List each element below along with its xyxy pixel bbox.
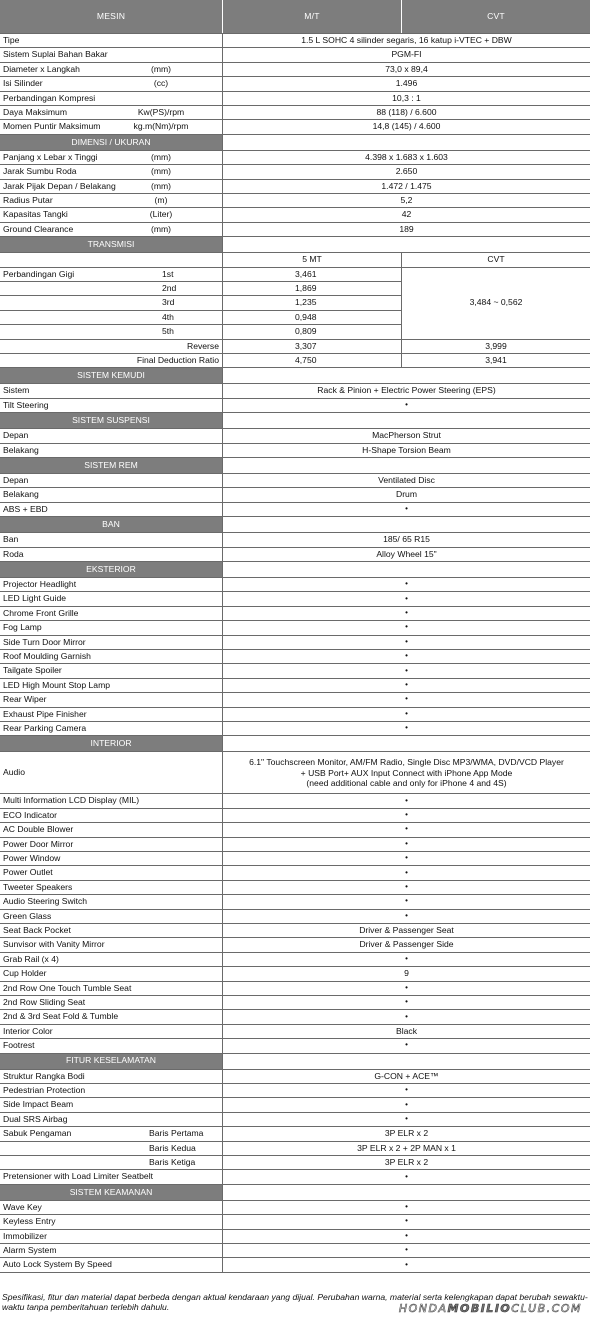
interior-label: Seat Back Pocket xyxy=(3,924,71,935)
interior-row xyxy=(0,794,590,808)
engine-row xyxy=(0,77,590,91)
interior-value: • xyxy=(222,809,590,822)
interior-section-title: INTERIOR xyxy=(0,736,222,751)
gear-cvt-range: 3,484 ~ 0,562 xyxy=(401,268,590,340)
engine-row xyxy=(0,120,590,134)
steering-section-title: SISTEM KEMUDI xyxy=(0,368,222,383)
gear-mt-value: 1,235 xyxy=(222,296,401,309)
dimensions-label: Ground Clearance xyxy=(3,223,74,234)
watermark-text-post: CLUB.COM xyxy=(511,1302,582,1315)
tires-section-blank xyxy=(222,517,590,532)
final-ratio-row xyxy=(0,354,590,368)
security-label: Keyless Entry xyxy=(3,1216,56,1227)
exterior-value: • xyxy=(222,607,590,620)
brakes-label: ABS + EBD xyxy=(3,503,48,514)
gear-mt-value: 0,809 xyxy=(222,325,401,338)
security-row xyxy=(0,1258,590,1272)
header-cvt: CVT xyxy=(401,0,590,33)
suspension-label: Depan xyxy=(3,430,29,441)
gear-row xyxy=(0,296,401,310)
gear-row xyxy=(0,282,401,296)
seatbelt-row xyxy=(0,1127,590,1141)
interior-value: • xyxy=(222,996,590,1009)
security-section-header xyxy=(0,1185,590,1201)
dimensions-section-header xyxy=(0,135,590,151)
dimensions-label: Panjang x Lebar x Tinggi xyxy=(3,151,98,162)
audio-value xyxy=(222,752,590,793)
interior-value: • xyxy=(222,823,590,836)
watermark-text-pre: HONDA xyxy=(398,1302,448,1315)
transmission-blank xyxy=(0,253,222,266)
dimensions-row xyxy=(0,165,590,179)
steering-label: Sistem xyxy=(3,385,30,396)
table-header xyxy=(0,0,590,34)
dimensions-row xyxy=(0,180,590,194)
interior-value: • xyxy=(222,794,590,807)
final-ratio-row-mt: 4,750 xyxy=(222,354,401,367)
security-value: • xyxy=(222,1244,590,1257)
suspension-value: H-Shape Torsion Beam xyxy=(222,444,590,457)
transmission-subheader xyxy=(0,253,590,267)
gear-mt-value: 1,869 xyxy=(222,282,401,295)
interior-label: Interior Color xyxy=(3,1025,53,1036)
interior-value: • xyxy=(222,953,590,966)
exterior-label: Exhaust Pipe Finisher xyxy=(3,708,87,719)
audio-row xyxy=(0,752,590,794)
tires-row xyxy=(0,533,590,547)
engine-unit: (mm) xyxy=(150,63,172,74)
security-value: • xyxy=(222,1215,590,1228)
exterior-value: • xyxy=(222,592,590,605)
interior-label: Footrest xyxy=(3,1040,35,1051)
seatbelt-label: Sabuk Pengaman xyxy=(3,1128,72,1139)
exterior-row xyxy=(0,679,590,693)
exterior-label: Chrome Front Grille xyxy=(3,607,79,618)
interior-value: • xyxy=(222,1039,590,1052)
brakes-value: • xyxy=(222,503,590,516)
interior-value: • xyxy=(222,910,590,923)
engine-value: 1.5 L SOHC 4 silinder segaris, 16 katup i-VTEC + DBW xyxy=(222,34,590,47)
safety-value: • xyxy=(222,1098,590,1111)
security-value: • xyxy=(222,1201,590,1214)
tires-row xyxy=(0,548,590,562)
engine-label: Daya Maksimum xyxy=(3,106,67,117)
exterior-value: • xyxy=(222,708,590,721)
interior-section-header xyxy=(0,736,590,752)
exterior-row xyxy=(0,708,590,722)
seatbelt-value: 3P ELR x 2 xyxy=(222,1127,590,1140)
dimensions-label: Radius Putar xyxy=(3,194,53,205)
audio-value-line: 6.1" Touchscreen Monitor, AM/FM Radio, Single Disc MP3/WMA, DVD/VCD Player xyxy=(249,757,564,768)
exterior-section-header xyxy=(0,562,590,578)
gear-name: 3rd xyxy=(162,297,175,308)
interior-row xyxy=(0,967,590,981)
engine-label: Sistem Suplai Bahan Bakar xyxy=(3,49,108,60)
interior-row xyxy=(0,982,590,996)
interior-value: • xyxy=(222,895,590,908)
engine-unit xyxy=(100,48,222,61)
dimensions-unit: (mm) xyxy=(150,223,172,234)
exterior-value: • xyxy=(222,722,590,735)
interior-row xyxy=(0,809,590,823)
interior-row xyxy=(0,895,590,909)
security-row xyxy=(0,1230,590,1244)
interior-row xyxy=(0,881,590,895)
exterior-label: Projector Headlight xyxy=(3,578,77,589)
engine-label: Tipe xyxy=(3,34,20,45)
interior-value: • xyxy=(222,852,590,865)
exterior-row xyxy=(0,722,590,736)
engine-label: Momen Puntir Maksimum xyxy=(3,121,101,132)
suspension-section-header xyxy=(0,413,590,429)
dimensions-unit: (mm) xyxy=(150,166,172,177)
gear-name: 1st xyxy=(162,268,174,279)
interior-value: • xyxy=(222,881,590,894)
safety-value: • xyxy=(222,1113,590,1126)
dimensions-label: Kapasitas Tangki xyxy=(3,209,68,220)
safety-row xyxy=(0,1113,590,1127)
audio-value-line: (need additional cable and only for iPhone 4 and 4S) xyxy=(306,778,507,789)
dimensions-unit: (mm) xyxy=(150,180,172,191)
safety-section-blank xyxy=(222,1054,590,1069)
tires-label: Roda xyxy=(3,548,24,559)
interior-label: Power Door Mirror xyxy=(3,838,74,849)
dimensions-value: 1.472 / 1.475 xyxy=(222,180,590,193)
suspension-label: Belakang xyxy=(3,444,39,455)
exterior-label: LED Light Guide xyxy=(3,593,67,604)
dimensions-unit: (Liter) xyxy=(149,209,173,220)
seatbelt-value: 3P ELR x 2 xyxy=(222,1156,590,1169)
exterior-section-blank xyxy=(222,562,590,577)
safety-value: • xyxy=(222,1084,590,1097)
interior-value: • xyxy=(222,866,590,879)
exterior-value: • xyxy=(222,664,590,677)
seatbelt-row-name: Baris Ketiga xyxy=(149,1156,196,1167)
exterior-row xyxy=(0,621,590,635)
dimensions-label: Jarak Pijak Depan / Belakang xyxy=(3,180,116,191)
dimensions-section-title: DIMENSI / UKURAN xyxy=(0,135,222,150)
interior-row xyxy=(0,1010,590,1024)
gear-row xyxy=(0,268,401,282)
engine-value: PGM-FI xyxy=(222,48,590,61)
suspension-section-title: SISTEM SUSPENSI xyxy=(0,413,222,428)
interior-row xyxy=(0,1025,590,1039)
interior-label: Grab Rail (x 4) xyxy=(3,953,59,964)
gear-name: 5th xyxy=(162,326,174,337)
engine-value: 14,8 (145) / 4.600 xyxy=(222,120,590,133)
dimensions-value: 2.650 xyxy=(222,165,590,178)
header-mt: M/T xyxy=(222,0,401,33)
reverse-row-mt: 3,307 xyxy=(222,340,401,353)
interior-label: ECO Indicator xyxy=(3,809,57,820)
security-row xyxy=(0,1215,590,1229)
safety-section-header xyxy=(0,1054,590,1070)
engine-row xyxy=(0,34,590,48)
exterior-value: • xyxy=(222,578,590,591)
safety-label: Dual SRS Airbag xyxy=(3,1113,68,1124)
interior-label: AC Double Blower xyxy=(3,824,74,835)
exterior-label: Tailgate Spoiler xyxy=(3,665,62,676)
security-label: Alarm System xyxy=(3,1244,57,1255)
exterior-row xyxy=(0,592,590,606)
tires-value: Alloy Wheel 15" xyxy=(222,548,590,561)
interior-section-blank xyxy=(222,736,590,751)
exterior-section-title: EKSTERIOR xyxy=(0,562,222,577)
exterior-label: Rear Parking Camera xyxy=(3,722,87,733)
exterior-row xyxy=(0,636,590,650)
interior-row xyxy=(0,1039,590,1053)
watermark-text-mid: MOBILIO xyxy=(447,1302,512,1315)
exterior-label: LED High Mount Stop Lamp xyxy=(3,679,111,690)
interior-row xyxy=(0,924,590,938)
security-value: • xyxy=(222,1258,590,1271)
interior-value: Driver & Passenger Seat xyxy=(222,924,590,937)
interior-label: 2nd Row Sliding Seat xyxy=(3,996,86,1007)
engine-value: 10,3 : 1 xyxy=(222,92,590,105)
interior-row xyxy=(0,953,590,967)
steering-section-header xyxy=(0,368,590,384)
interior-row xyxy=(0,838,590,852)
final-ratio-row-cvt: 3,941 xyxy=(401,354,590,367)
dimensions-row xyxy=(0,151,590,165)
transmission-section-title: TRANSMISI xyxy=(0,237,222,252)
interior-value: Driver & Passenger Side xyxy=(222,938,590,951)
interior-row xyxy=(0,910,590,924)
interior-label: Multi Information LCD Display (MIL) xyxy=(3,795,140,806)
interior-label: Power Outlet xyxy=(3,867,53,878)
safety-section-title: FITUR KESELAMATAN xyxy=(0,1054,222,1069)
interior-label: Green Glass xyxy=(3,910,52,921)
interior-label: Power Window xyxy=(3,852,61,863)
footnote: Spesifikasi, fitur dan material dapat berbeda dengan aktual kendaraan yang dijual. Perubahan warna, material serta kelengkapan dapat berubah sewaktu-waktu tanpa pemberitahuan terlebih dahulu. xyxy=(2,1292,588,1313)
security-label: Wave Key xyxy=(3,1201,42,1212)
security-section-blank xyxy=(222,1185,590,1200)
exterior-value: • xyxy=(222,650,590,663)
engine-row xyxy=(0,63,590,77)
steering-row xyxy=(0,384,590,398)
seatbelt-row-name: Baris Kedua xyxy=(149,1142,196,1153)
exterior-value: • xyxy=(222,636,590,649)
security-row xyxy=(0,1244,590,1258)
gear-row xyxy=(0,325,401,339)
security-value: • xyxy=(222,1230,590,1243)
exterior-label: Side Turn Door Mirror xyxy=(3,636,86,647)
safety-label: Side Impact Beam xyxy=(3,1099,74,1110)
dimensions-value: 4.398 x 1.683 x 1.603 xyxy=(222,151,590,164)
transmission-section-header xyxy=(0,237,590,253)
safety-row xyxy=(0,1084,590,1098)
suspension-row xyxy=(0,429,590,443)
brakes-section-blank xyxy=(222,458,590,473)
transmission-mt-label: 5 MT xyxy=(222,253,401,266)
dimensions-row xyxy=(0,223,590,237)
steering-label: Tilt Steering xyxy=(3,399,49,410)
engine-value: 1.496 xyxy=(222,77,590,90)
interior-value: Black xyxy=(222,1025,590,1038)
pretensioner-row xyxy=(0,1170,590,1184)
steering-value: Rack & Pinion + Electric Power Steering (EPS) xyxy=(222,384,590,397)
exterior-label: Rear Wiper xyxy=(3,694,47,705)
dimensions-unit: (mm) xyxy=(150,151,172,162)
suspension-row xyxy=(0,444,590,458)
dimensions-row xyxy=(0,208,590,222)
engine-row xyxy=(0,106,590,120)
steering-section-blank xyxy=(222,368,590,383)
transmission-cvt-label: CVT xyxy=(401,253,590,266)
seatbelt-row-name: Baris Pertama xyxy=(149,1128,204,1139)
tires-section-header xyxy=(0,517,590,533)
engine-value: 73,0 x 89,4 xyxy=(222,63,590,76)
engine-row xyxy=(0,48,590,62)
engine-label: Diameter x Langkah xyxy=(3,63,80,74)
interior-row xyxy=(0,866,590,880)
seatbelt-value: 3P ELR x 2 + 2P MAN x 1 xyxy=(222,1142,590,1155)
pretensioner-label: Pretensioner with Load Limiter Seatbelt xyxy=(3,1171,153,1182)
seatbelt-row xyxy=(0,1142,590,1156)
tires-section-title: BAN xyxy=(0,517,222,532)
reverse-row xyxy=(0,340,590,354)
steering-row xyxy=(0,399,590,413)
reverse-row-label: Reverse xyxy=(187,340,219,351)
exterior-row xyxy=(0,693,590,707)
audio-value-line: + USB Port+ AUX Input Connect with iPhone App Mode xyxy=(300,767,513,778)
engine-unit: kg.m(Nm)/rpm xyxy=(133,121,189,132)
suspension-section-blank xyxy=(222,413,590,428)
brakes-label: Belakang xyxy=(3,489,39,500)
exterior-row xyxy=(0,664,590,678)
interior-row xyxy=(0,938,590,952)
dimensions-unit: (m) xyxy=(154,194,168,205)
security-section-title: SISTEM KEAMANAN xyxy=(0,1185,222,1200)
engine-unit xyxy=(100,34,222,47)
brakes-section-title: SISTEM REM xyxy=(0,458,222,473)
dimensions-section-blank xyxy=(222,135,590,150)
exterior-value: • xyxy=(222,679,590,692)
interior-value: • xyxy=(222,838,590,851)
exterior-label: Fog Lamp xyxy=(3,622,42,633)
safety-label: Pedestrian Protection xyxy=(3,1084,86,1095)
engine-value: 88 (118) / 6.600 xyxy=(222,106,590,119)
exterior-row xyxy=(0,578,590,592)
exterior-label: Roof Moulding Garnish xyxy=(3,650,91,661)
dimensions-value: 189 xyxy=(222,223,590,236)
gear-name: 2nd xyxy=(162,282,177,293)
safety-row xyxy=(0,1070,590,1084)
transmission-section-blank xyxy=(222,237,590,252)
brakes-row xyxy=(0,503,590,517)
brakes-section-header xyxy=(0,458,590,474)
final-ratio-row-label: Final Deduction Ratio xyxy=(136,354,219,365)
gear-mt-value: 0,948 xyxy=(222,311,401,324)
gear-row xyxy=(0,311,401,325)
exterior-value: • xyxy=(222,621,590,634)
interior-row xyxy=(0,996,590,1010)
brakes-value: Drum xyxy=(222,488,590,501)
engine-row xyxy=(0,92,590,106)
engine-unit: Kw(PS)/rpm xyxy=(137,106,185,117)
safety-row xyxy=(0,1098,590,1112)
brakes-row xyxy=(0,474,590,488)
steering-value: • xyxy=(222,399,590,412)
dimensions-label: Jarak Sumbu Roda xyxy=(3,166,77,177)
interior-value: • xyxy=(222,982,590,995)
exterior-row xyxy=(0,607,590,621)
tires-label: Ban xyxy=(3,534,19,545)
engine-unit xyxy=(100,92,222,105)
interior-label: Sunvisor with Vanity Mirror xyxy=(3,939,105,950)
safety-value: G-CON + ACE™ xyxy=(222,1070,590,1083)
tires-value: 185/ 65 R15 xyxy=(222,533,590,546)
seatbelt-row xyxy=(0,1156,590,1170)
watermark-logo xyxy=(399,1302,582,1315)
reverse-row-cvt: 3,999 xyxy=(401,340,590,353)
exterior-value: • xyxy=(222,693,590,706)
interior-row xyxy=(0,823,590,837)
engine-unit: (cc) xyxy=(153,78,169,89)
security-label: Auto Lock System By Speed xyxy=(3,1259,112,1270)
gear-name: 4th xyxy=(162,311,174,322)
dimensions-value: 5,2 xyxy=(222,194,590,207)
interior-row xyxy=(0,852,590,866)
interior-label: Audio Steering Switch xyxy=(3,896,88,907)
gear-ratio-label: Perbandingan Gigi xyxy=(3,268,75,279)
pretensioner-value: • xyxy=(222,1170,590,1183)
safety-label: Struktur Rangka Bodi xyxy=(3,1070,85,1081)
engine-label: Perbandingan Kompresi xyxy=(3,92,96,103)
engine-label: Isi Silinder xyxy=(3,78,43,89)
dimensions-value: 42 xyxy=(222,208,590,221)
brakes-label: Depan xyxy=(3,474,29,485)
gear-mt-value: 3,461 xyxy=(222,268,401,281)
suspension-value: MacPherson Strut xyxy=(222,429,590,442)
security-label: Immobilizer xyxy=(3,1230,47,1241)
interior-label: 2nd & 3rd Seat Fold & Tumble xyxy=(3,1011,119,1022)
interior-label: 2nd Row One Touch Tumble Seat xyxy=(3,982,132,993)
header-engine-title: MESIN xyxy=(0,0,222,33)
dimensions-row xyxy=(0,194,590,208)
brakes-row xyxy=(0,488,590,502)
interior-label: Tweeter Speakers xyxy=(3,881,73,892)
brakes-value: Ventilated Disc xyxy=(222,474,590,487)
exterior-row xyxy=(0,650,590,664)
interior-value: • xyxy=(222,1010,590,1023)
interior-label: Cup Holder xyxy=(3,968,47,979)
interior-value: 9 xyxy=(222,967,590,980)
audio-label: Audio xyxy=(3,767,25,778)
security-row xyxy=(0,1201,590,1215)
